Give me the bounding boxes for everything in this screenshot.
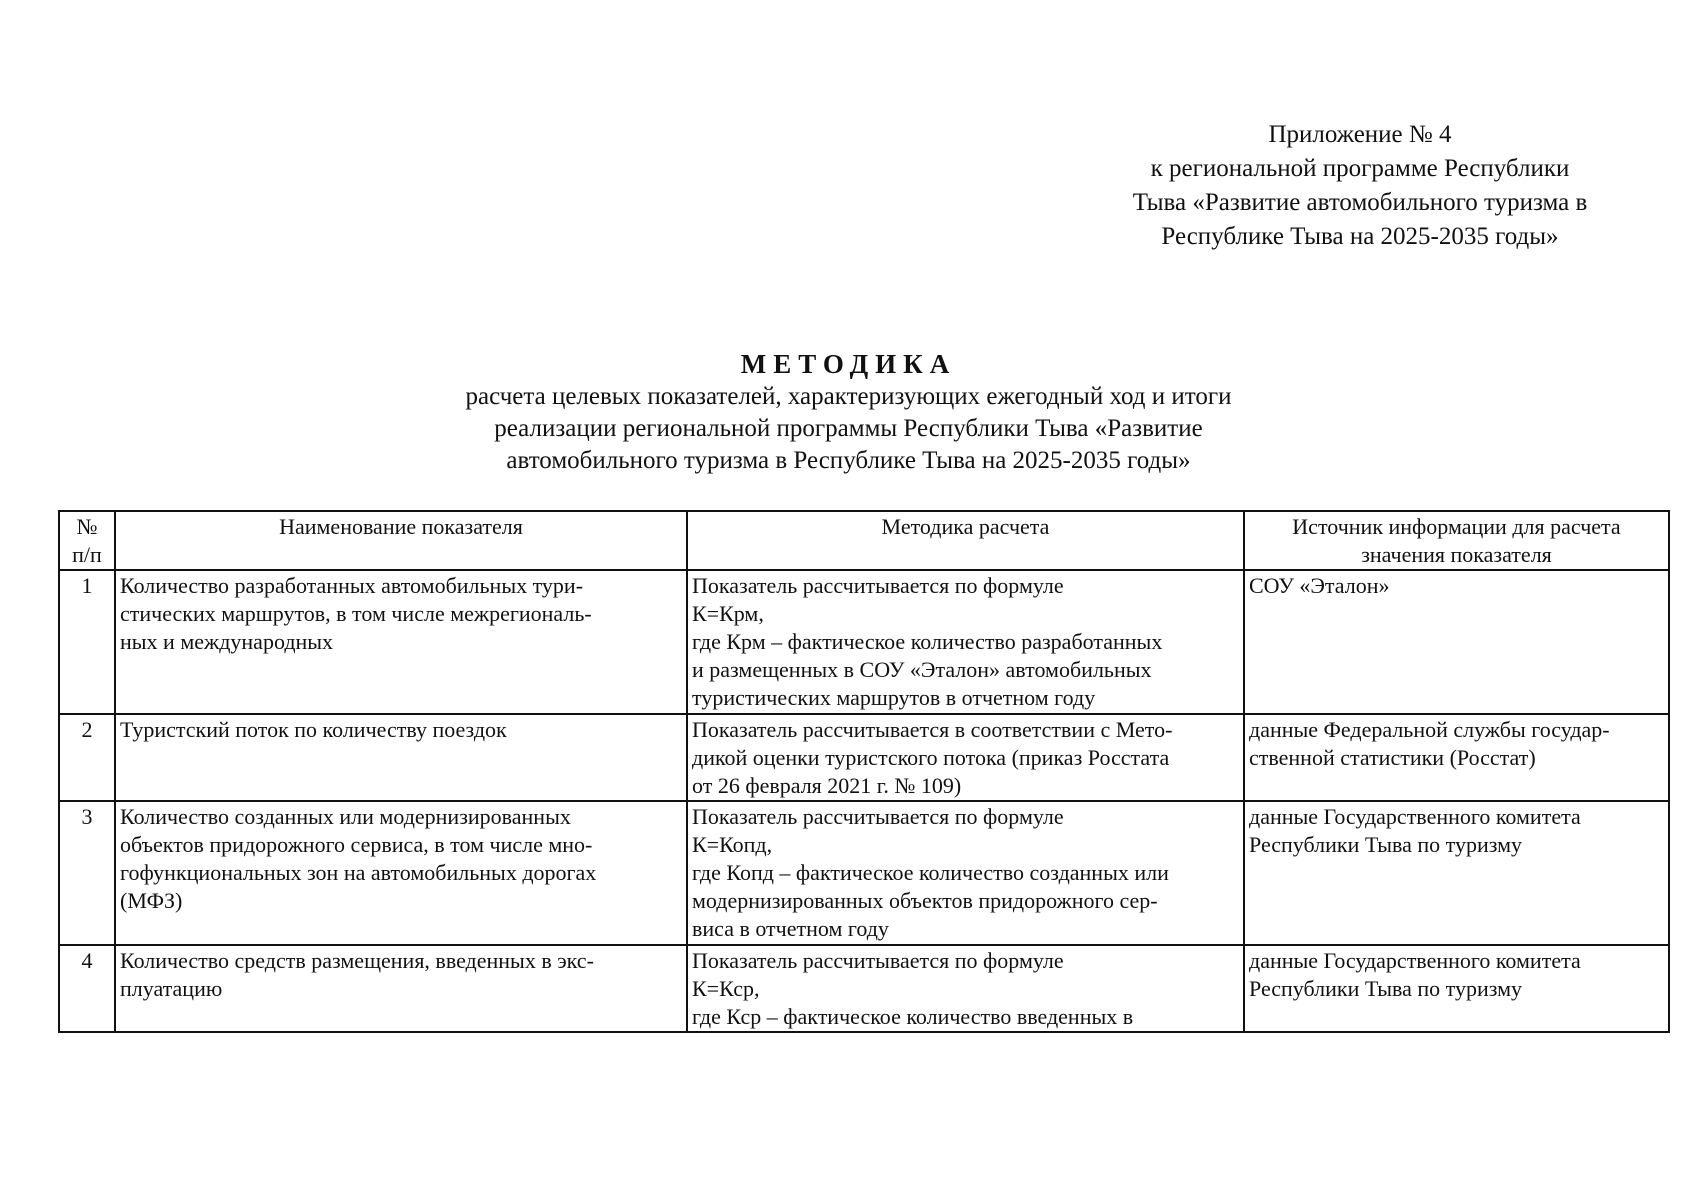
calculation-method [687, 714, 1244, 801]
indicator-name [115, 945, 687, 1032]
text-line: туристических маршрутов в отчетном году [692, 685, 1096, 710]
appendix-line: Республике Тыва на 2025-2035 годы» [1161, 223, 1559, 250]
table-header-row [59, 511, 1669, 570]
text-line: где Кср – фактическое количество введенных в [692, 1004, 1134, 1029]
table-row [59, 945, 1669, 1032]
text-line: ственной статистики (Росстат) [1249, 745, 1536, 770]
text-line: К=Копд, [692, 832, 773, 857]
methodology-table [58, 510, 1670, 1033]
calculation-method [687, 801, 1244, 945]
row-number: 2 [59, 714, 115, 801]
text-line: Республики Тыва по туризму [1249, 976, 1523, 1001]
header-name: Наименование показателя [115, 511, 687, 570]
text-line: данные Государственного комитета [1249, 804, 1581, 829]
table-row [59, 801, 1669, 945]
title-subtitle [300, 381, 1397, 477]
text-line: К=Кср, [692, 976, 760, 1001]
subtitle-line: расчета целевых показателей, характеризующих ежегодный ход и итоги [465, 383, 1232, 410]
text-line: дикой оценки туристского потока (приказ Росстата [692, 745, 1170, 770]
appendix-line: к региональной программе Республики [1150, 155, 1570, 182]
appendix-line: Приложение № 4 [1268, 121, 1452, 148]
document-title [300, 347, 1397, 477]
row-number: 1 [59, 570, 115, 714]
text-line: гофункциональных зон на автомобильных дорогах [120, 860, 597, 885]
text-line: данные Государственного комитета [1249, 948, 1581, 973]
text-line: Количество созданных или модернизированных [120, 804, 571, 829]
header-source-line: значения показателя [1361, 542, 1552, 567]
text-line: Показатель рассчитывается по формуле [692, 573, 1064, 598]
appendix-note [1080, 118, 1640, 254]
text-line: от 26 февраля 2021 г. № 109) [692, 773, 962, 798]
text-line: объектов придорожного сервиса, в том числе мно- [120, 832, 593, 857]
text-line: Показатель рассчитывается по формуле [692, 804, 1064, 829]
text-line: Туристский поток по количеству поездок [120, 717, 507, 742]
calculation-method [687, 945, 1244, 1032]
information-source [1244, 945, 1669, 1032]
text-line: К=Крм, [692, 601, 764, 626]
table-row [59, 570, 1669, 714]
text-line: стических маршрутов, в том числе межрегиональ- [120, 601, 592, 626]
row-number: 3 [59, 801, 115, 945]
text-line: Показатель рассчитывается по формуле [692, 948, 1064, 973]
calculation-method [687, 570, 1244, 714]
text-line: Количество средств размещения, введенных в экс- [120, 948, 594, 973]
header-num-line: п/п [72, 542, 102, 567]
header-method: Методика расчета [687, 511, 1244, 570]
text-line: виса в отчетном году [692, 916, 889, 941]
indicator-name [115, 570, 687, 714]
information-source [1244, 714, 1669, 801]
subtitle-line: автомобильного туризма в Республике Тыва на 2025-2035 годы» [506, 447, 1191, 474]
text-line: модернизированных объектов придорожного сер- [692, 888, 1158, 913]
header-source-line: Источник информации для расчета [1292, 514, 1621, 539]
subtitle-line: реализации региональной программы Республики Тыва «Развитие [494, 415, 1203, 442]
text-line: (МФЗ) [120, 888, 183, 913]
information-source [1244, 801, 1669, 945]
text-line: ных и международных [120, 629, 334, 654]
text-line: СОУ «Эталон» [1249, 573, 1390, 598]
indicator-name [115, 714, 687, 801]
text-line: Количество разработанных автомобильных тури- [120, 573, 584, 598]
text-line: данные Федеральной службы государ- [1249, 717, 1610, 742]
appendix-line: Тыва «Развитие автомобильного туризма в [1132, 189, 1588, 216]
information-source [1244, 570, 1669, 714]
title-main: МЕТОДИКА [740, 349, 957, 379]
header-source [1244, 511, 1669, 570]
text-line: плуатацию [120, 976, 223, 1001]
header-num-line: № [76, 514, 98, 539]
text-line: где Крм – фактическое количество разработанных [692, 629, 1163, 654]
text-line: где Копд – фактическое количество созданных или [692, 860, 1169, 885]
header-num [59, 511, 115, 570]
table-row [59, 714, 1669, 801]
text-line: Показатель рассчитывается в соответствии с Мето- [692, 717, 1173, 742]
indicator-name [115, 801, 687, 945]
row-number: 4 [59, 945, 115, 1032]
text-line: и размещенных в СОУ «Эталон» автомобильных [692, 657, 1152, 682]
text-line: Республики Тыва по туризму [1249, 832, 1523, 857]
